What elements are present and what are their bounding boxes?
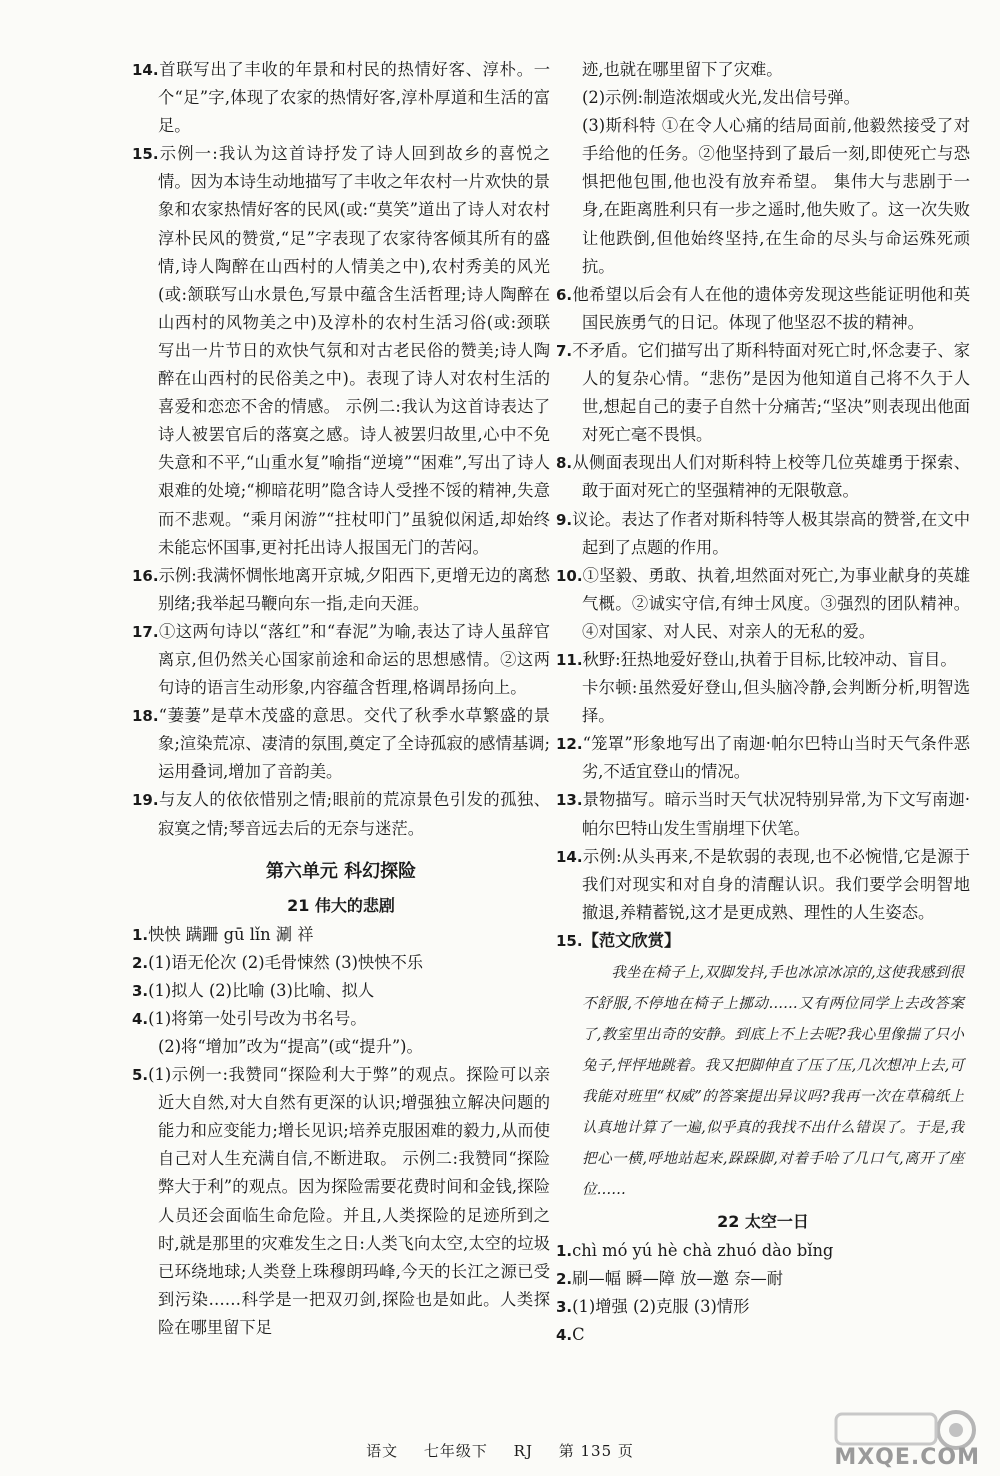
sample-essay-label: 【范文欣赏】 (582, 930, 681, 950)
footer-grade: 七年级下 (423, 1442, 488, 1460)
lesson21-item-1: 1.怏怏 蹒跚 gū lǐn 涮 祥 (132, 924, 314, 944)
lesson21-item-11-part2: 卡尔顿:虽然爱好登山,但头脑冷静,会判断分析,明智选择。 (582, 678, 970, 726)
lesson21-item-2: 2.(1)语无伦次 (2)毛骨悚然 (3)怏怏不乐 (132, 952, 424, 972)
lesson22-item-3: 3.(1)增强 (2)克服 (3)情形 (556, 1297, 750, 1317)
lesson21-item-7: 7.不矛盾。它们描写出了斯科特面对死亡时,怀念妻子、家人的复杂心情。“悲伤”是因为他知道自己将不久于人世,想起自己的妻子自然十分痛苦;“坚决”则表现出他面对死亡毫不畏惧。 (556, 340, 970, 445)
lesson21-item-3: 3.(1)拟人 (2)比喻 (3)比喻、拟人 (132, 980, 375, 1000)
answer-item-18: 18.“萋萋”是草木茂盛的意思。交代了秋季水草繁盛的景象;渲染荒凉、凄清的氛围,奠定了全诗孤寂的感情基调;运用叠词,增加了音韵美。 (132, 706, 550, 782)
left-column (132, 56, 550, 1342)
unit-title: 第六单元 科幻探险 (265, 860, 417, 882)
answer-item-17: 17.①这两句诗以“落红”和“春泥”为喻,表达了诗人虽辞官离京,但仍然关心国家前途和命运的思想感情。②这两句诗的语言生动形象,内容蕴含哲理,格调昂扬向上。 (132, 621, 550, 698)
lesson21-item-5: 5.(1)示例一:我赞同“探险利大于弊”的观点。探险可以亲近大自然,对大自然有更深的认识;增强独立解决问题的能力和应变能力;增长见识;培养克服困难的毅力,从而使自己对人生充满自信,不断进取。 示例二:我赞同“探险弊大于利”的观点。因为探险需要花费时间和金钱,探险人员还会面临生命危险。并且,人类探险的足迹所到之时,就是那里的灾难发生之日:人类飞向太空,太空的垃圾已环绕地球;人类登上珠穆朗玛峰,今天的长江之源已受到污染……科学是一把双刃剑,探险也是如此。人类探险在哪里留下足 (132, 1065, 550, 1337)
lesson21-item-6: 6.他希望以后会有人在他的遗体旁发现这些能证明他和英国民族勇气的日记。体现了他坚忍不拔的精神。 (556, 284, 970, 332)
lesson21-item-9: 9.议论。表达了作者对斯科特等人极其崇高的赞誉,在文中起到了点题的作用。 (556, 509, 970, 557)
watermark-logo (816, 1404, 986, 1472)
answer-item-15: 15.示例一:我认为这首诗抒发了诗人回到故乡的喜悦之情。因为本诗生动地描写了丰收之年农村一片欢快的景象和农家热情好客的民风(或:“莫笑”道出了诗人对农村淳朴民风的赞赏,“足”字表现了农家待客倾其所有的盛情,诗人陶醉在山西村的人情美之中),农村秀美的风光(或:颔联写山水景色,写景中蕴含生活哲理;诗人陶醉在山西村的风物美之中)及淳朴的农村生活习俗(或:颈联写出一片节日的欢快气氛和对古老民俗的赞美;诗人陶醉在山西村的民俗美之中)。表现了诗人对农村生活的喜爱和恋恋不舍的情感。 示例二:我认为这首诗表达了诗人被罢官后的落寞之感。诗人被罢归故里,心中不免失意和不平,“山重水复”喻指“逆境”“困难”,写出了诗人艰难的处境;“柳暗花明”隐含诗人受挫不馁的精神,失意而不悲观。“乘月闲游”“拄杖叩门”虽貌似闲适,却始终未能忘怀国事,更衬托出诗人报国无门的苦闷。 (132, 144, 550, 557)
lesson21-item-5-continued: 迹,也就在哪里留下了灾难。 (582, 60, 783, 79)
answer-item-14: 14.首联写出了丰收的年景和村民的热情好客、淳朴。一个“足”字,体现了农家的热情好客,淳朴厚道和生活的富足。 (132, 60, 550, 136)
lesson21-item-10: 10.①坚毅、勇敢、执着,坦然面对死亡,为事业献身的英雄气概。②诚实守信,有绅士风度。③强烈的团队精神。④对国家、对人民、对亲人的无私的爱。 (556, 565, 970, 641)
lesson21-item-8: 8.从侧面表现出人们对斯科特上校等几位英雄勇于探索、敢于面对死亡的坚强精神的无限敬意。 (556, 453, 970, 501)
lesson21-item-14: 14.示例:从头再来,不是软弱的表现,也不必惋惜,它是源于我们对现实和对自身的清醒认识。我们要学会明智地撤退,养精蓄锐,这才是更成熟、理性的人生姿态。 (556, 846, 970, 922)
footer-edition: RJ (513, 1442, 533, 1460)
sample-essay: 我坐在椅子上,双脚发抖,手也冰凉冰凉的,这使我感到很不舒服,不停地在椅子上挪动……又有两位同学上去改答案了,教室里出奇的安静。到底上不上去呢?我心里像揣了只小兔子,怦怦地跳着。我又把脚伸直了压了压,几次想冲上去,可我能对班里“权威”的答案提出异议吗?我再一次在草稿纸上认真地计算了一遍,似乎真的我找不出什么错误了。于是,我把心一横,呼地站起来,跺跺脚,对着手哈了几口气,离开了座位…… (582, 964, 964, 1198)
lesson21-item-4: 4.(1)将第一处引号改为书名号。 (132, 1008, 367, 1028)
lesson21-item-12: 12.“笼罩”形象地写出了南迦·帕尔巴特山当时天气条件恶劣,不适宜登山的情况。 (556, 734, 970, 782)
right-column (556, 56, 970, 1349)
lesson21-item-5-part2: (2)示例:制造浓烟或火光,发出信号弹。 (582, 88, 860, 108)
lesson21-item-5-part3: (3)斯科特 ①在令人心痛的结局面前,他毅然接受了对手给他的任务。②他坚持到了最后一刻,即使死亡与恐惧把他包围,他也没有放弃希望。 集伟大与悲剧于一身,在距离胜利只有一步之遥时,他失败了。这一次失败让他跌倒,但他始终坚持,在生命的尽头与命运殊死顽抗。 (582, 116, 970, 276)
answer-item-16: 16.示例:我满怀惆怅地离开京城,夕阳西下,更增无边的离愁别绪;我举起马鞭向东一指,走向天涯。 (132, 565, 550, 613)
lesson22-item-2: 2.刷—幅 瞬—障 放—邀 奈—耐 (556, 1269, 784, 1289)
lesson22-item-1: 1.chì mó yú hè chà zhuó dào bǐng (556, 1241, 834, 1260)
footer-subject: 语文 (366, 1442, 399, 1460)
footer-page-number: 第 135 页 (558, 1442, 634, 1460)
watermark-text: MXQE.COM (834, 1445, 980, 1470)
lesson-title-22: 22 太空一日 (717, 1212, 809, 1231)
lesson-title-21: 21 伟大的悲剧 (287, 895, 395, 915)
lesson22-item-4: 4.C (556, 1325, 585, 1345)
lesson21-item-15: 15.【范文欣赏】 (556, 930, 681, 950)
lesson21-item-13: 13.景物描写。暗示当时天气状况特别异常,为下文写南迦·帕尔巴特山发生雪崩埋下伏笔。 (556, 790, 970, 838)
answer-item-19: 19.与友人的依依惜别之情;眼前的荒凉景色引发的孤独、寂寞之情;琴音远去后的无奈与迷茫。 (132, 790, 550, 838)
lesson21-item-4-part2: (2)将“增加”改为“提高”(或“提升”)。 (158, 1037, 423, 1056)
lesson21-item-11: 11.秋野:狂热地爱好登山,执着于目标,比较冲动、盲目。 (556, 649, 957, 669)
